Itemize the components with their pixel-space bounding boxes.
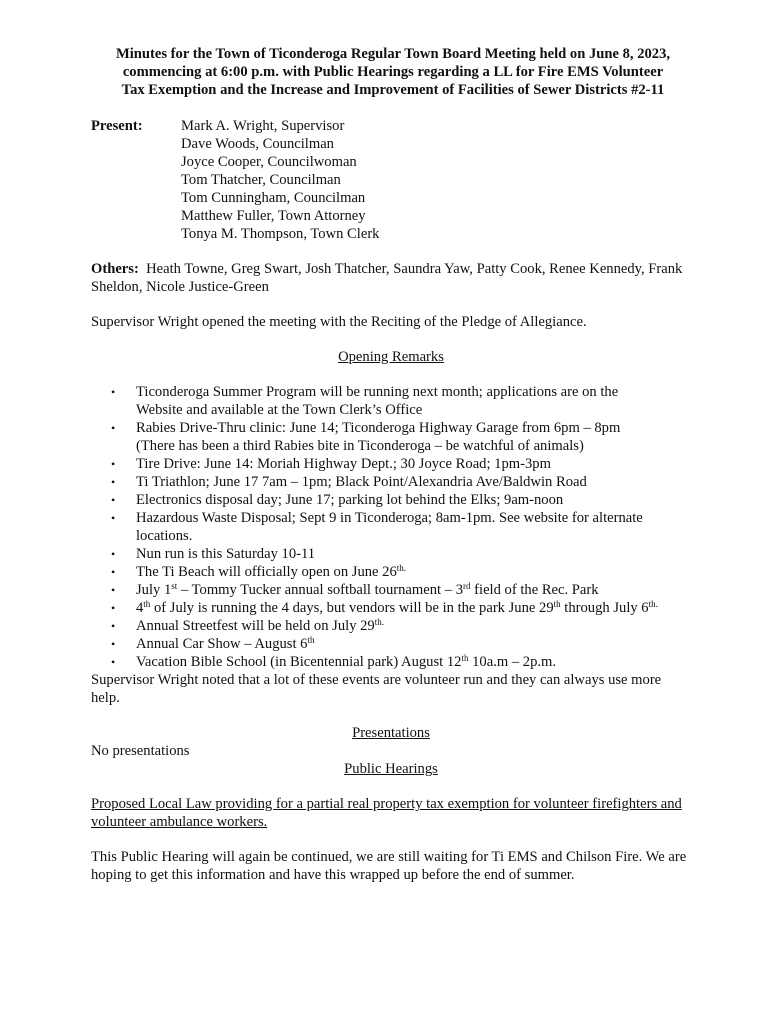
bullet-item	[91, 563, 691, 581]
bullet-text: Ti Triathlon; June 17 7am – 1pm; Black Point/Alexandria Ave/Baldwin Road	[136, 474, 587, 490]
bullet-item	[91, 653, 691, 671]
present-member: Tom Cunningham, Councilman	[181, 190, 366, 206]
bullet-icon: •	[111, 655, 116, 669]
bullet-item	[91, 581, 691, 599]
bullet-text: Hazardous Waste Disposal; Sept 9 in Ticonderoga; 8am-1pm. See website for alternate	[136, 510, 643, 526]
bullet-text: Annual Streetfest will be held on July 29	[136, 618, 375, 634]
present-member: Dave Woods, Councilman	[181, 136, 334, 152]
bullet-text: – Tommy Tucker annual softball tournament – 3	[177, 582, 463, 598]
bullet-item-continuation	[91, 437, 691, 455]
bullet-item	[91, 491, 691, 509]
bullet-item	[91, 599, 691, 617]
document-title	[87, 45, 699, 99]
bullet-text: Website and available at the Town Clerk’s Office	[136, 402, 423, 418]
bullet-item	[91, 383, 691, 401]
ordinal-suffix: th.	[648, 599, 658, 609]
bullet-item	[91, 617, 691, 635]
bullet-icon: •	[111, 457, 116, 471]
bullet-text: Annual Car Show – August 6	[136, 636, 308, 652]
bullet-item-continuation	[91, 401, 691, 419]
bullet-text: Electronics disposal day; June 17; parking lot behind the Elks; 9am-noon	[136, 492, 564, 508]
bullet-text: Ticonderoga Summer Program will be running next month; applications are on the	[136, 384, 619, 400]
bullet-text: Rabies Drive-Thru clinic: June 14; Ticonderoga Highway Garage from 6pm – 8pm	[136, 420, 621, 436]
minutes-document	[91, 45, 691, 884]
present-member: Tonya M. Thompson, Town Clerk	[181, 226, 380, 242]
bullet-text: field of the Rec. Park	[470, 582, 599, 598]
bullet-icon: •	[111, 511, 116, 525]
public-hearings-heading: Public Hearings	[344, 761, 438, 777]
title-line-3: Tax Exemption and the Increase and Improvement of Facilities of Sewer Districts #2-11	[121, 82, 665, 98]
bullet-icon: •	[111, 583, 116, 597]
bullet-text: 10a.m – 2p.m.	[468, 654, 557, 670]
ordinal-suffix: rd	[463, 581, 471, 591]
bullet-icon: •	[111, 385, 116, 399]
bullet-item	[91, 473, 691, 491]
title-line-2: commencing at 6:00 p.m. with Public Hearings regarding a LL for Fire EMS Volunteer	[122, 64, 664, 80]
bullet-icon: •	[111, 619, 116, 633]
hearing-continuation-note: This Public Hearing will again be continued, we are still waiting for Ti EMS and Chilson Fire. We are hoping to get this information and have this wrapped up before the end of summer.	[91, 849, 687, 883]
bullet-icon: •	[111, 421, 116, 435]
bullet-icon: •	[111, 637, 116, 651]
pledge-paragraph: Supervisor Wright opened the meeting with the Reciting of the Pledge of Allegiance.	[91, 314, 587, 330]
ordinal-suffix: st	[171, 581, 178, 591]
ordinal-suffix: th	[553, 599, 561, 609]
ordinal-suffix: th.	[396, 563, 407, 573]
bullet-icon: •	[111, 565, 116, 579]
ordinal-suffix: th.	[374, 617, 384, 627]
bullet-text: Vacation Bible School (in Bicentennial park) August 12	[136, 654, 462, 670]
present-section	[91, 117, 691, 243]
present-member: Tom Thatcher, Councilman	[181, 172, 341, 188]
bullet-item	[91, 419, 691, 437]
bullet-icon: •	[111, 547, 116, 561]
bullet-icon: •	[111, 493, 116, 507]
present-list	[181, 117, 379, 243]
volunteer-note: Supervisor Wright noted that a lot of these events are volunteer run and they can always use more help.	[91, 672, 662, 706]
bullet-item	[91, 635, 691, 653]
ordinal-suffix: th	[461, 653, 469, 663]
bullet-text: locations.	[136, 528, 193, 544]
bullet-text: The Ti Beach will officially open on June 26	[136, 564, 397, 580]
bullet-item	[91, 455, 691, 473]
bullet-text: Tire Drive: June 14: Moriah Highway Dept.; 30 Joyce Road; 1pm-3pm	[136, 456, 551, 472]
bullet-text: of July is running the 4 days, but vendors will be in the park June 29	[150, 600, 554, 616]
bullet-item	[91, 545, 691, 563]
opening-remarks-list	[91, 383, 691, 671]
bullet-text: Nun run is this Saturday 10-11	[136, 546, 316, 562]
present-member: Mark A. Wright, Supervisor	[181, 118, 345, 134]
bullet-text: (There has been a third Rabies bite in Ticonderoga – be watchful of animals)	[136, 438, 584, 454]
bullet-text: July 1	[136, 582, 172, 598]
proposed-local-law: Proposed Local Law providing for a partial real property tax exemption for volunteer firefighters and volunteer ambulance workers.	[91, 796, 682, 830]
others-label: Others:	[91, 261, 139, 277]
ordinal-suffix: th	[307, 635, 315, 645]
present-label: Present:	[91, 118, 143, 134]
present-member: Matthew Fuller, Town Attorney	[181, 208, 366, 224]
presentations-heading: Presentations	[352, 725, 430, 741]
bullet-text: through July 6	[560, 600, 649, 616]
others-list: Heath Towne, Greg Swart, Josh Thatcher, Saundra Yaw, Patty Cook, Renee Kennedy, Frank Sheldon, Nicole Justice-Green	[91, 261, 683, 295]
bullet-text: 4	[136, 600, 144, 616]
title-line-1: Minutes for the Town of Ticonderoga Regular Town Board Meeting held on June 8, 2023,	[115, 46, 671, 62]
presentations-text: No presentations	[91, 743, 190, 759]
opening-remarks-heading: Opening Remarks	[338, 349, 444, 365]
bullet-icon: •	[111, 601, 116, 615]
others-section	[91, 260, 691, 296]
bullet-item-continuation	[91, 527, 691, 545]
bullet-icon: •	[111, 475, 116, 489]
bullet-item	[91, 509, 691, 527]
present-member: Joyce Cooper, Councilwoman	[181, 154, 357, 170]
ordinal-suffix: th	[143, 599, 151, 609]
